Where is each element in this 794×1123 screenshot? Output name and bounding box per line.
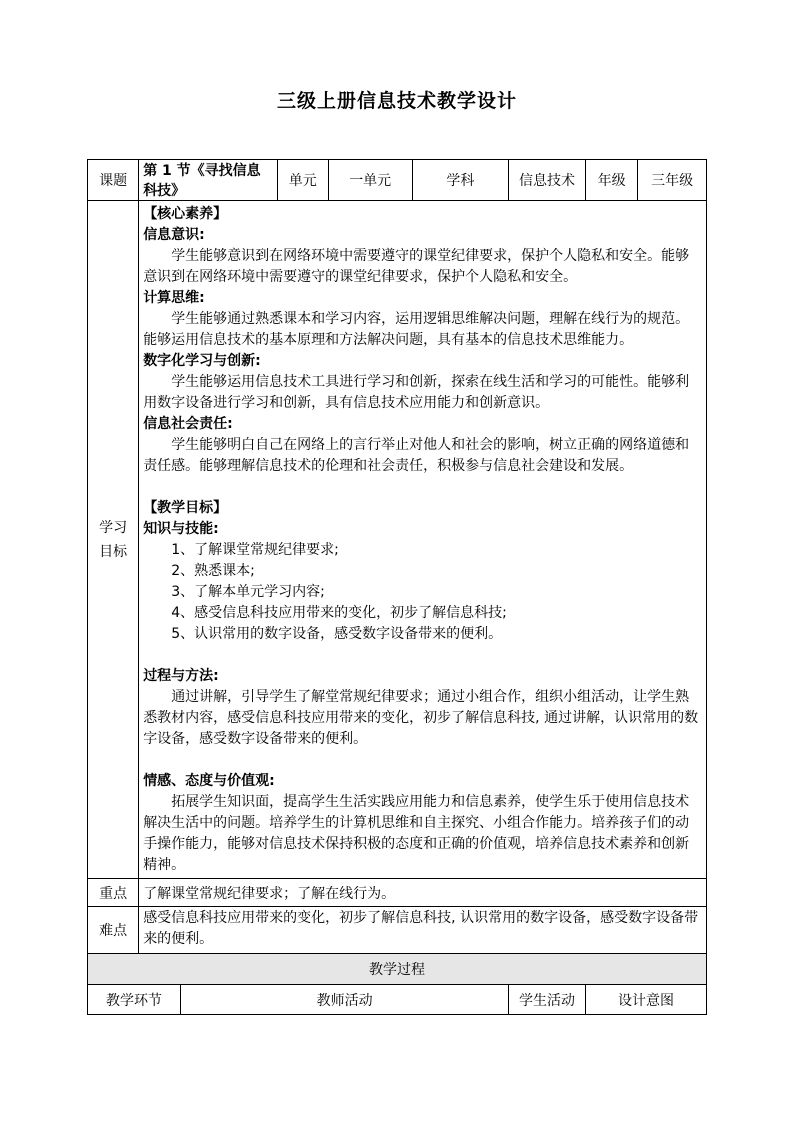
lesson-plan-table [87,159,707,1015]
knowledge-item: 2、熟悉课本; [171,563,255,579]
social-responsibility-text: 学生能够明白自己在网络上的言行举止对他人和社会的影响，树立正确的网络道德和责任感。能够理解信息技术的伦理和社会责任，积极参与信息社会建设和发展。 [143,437,690,474]
difficulty-label: 难点 [88,907,139,954]
emotion-values-text: 拓展学生知识面，提高学生生活实践应用能力和信息素养，使学生乐于使用信息技术解决生活中的问题。培养学生的计算机思维和自主探究、小组合作能力。培养孩子们的动手操作能力，能够对信息技术保持积极的态度和正确的价值观，培养信息技术素养和创新精神。 [143,794,690,873]
objectives-label-line1: 学习 [99,519,128,536]
process-methods-heading: 过程与方法: [143,668,219,684]
key-point-label: 重点 [88,879,139,907]
objectives-content [139,201,707,879]
social-responsibility-heading: 信息社会责任: [143,416,233,432]
info-awareness-text: 学生能够意识到在网络环境中需要遵守的课堂纪律要求，保护个人隐私和安全。能够意识到在网络环境中需要遵守的课堂纪律要求，保护个人隐私和安全。 [143,248,690,285]
subject-value: 信息技术 [509,160,586,201]
process-title-row [88,954,707,985]
knowledge-item: 3、了解本单元学习内容; [171,584,325,600]
difficulty-value: 感受信息科技应用带来的变化，初步了解信息科技, 认识常用的数字设备，感受数字设备带来的便利。 [139,907,707,954]
difficulty-row [88,907,707,954]
column-design-intent: 设计意图 [585,985,706,1015]
digital-learning-heading: 数字化学习与创新: [143,353,261,369]
process-title: 教学过程 [88,954,707,985]
course-label: 课题 [88,160,139,201]
computational-thinking-heading: 计算思维: [143,290,205,306]
unit-label: 单元 [277,160,328,201]
header-row [88,160,707,201]
process-columns-row [88,985,707,1015]
column-stage: 教学环节 [88,985,181,1015]
course-value: 第 1 节《寻找信息科技》 [139,160,277,201]
knowledge-skills-heading: 知识与技能: [143,521,219,537]
computational-thinking-text: 学生能够通过熟悉课本和学习内容，运用逻辑思维解决问题，理解在线行为的规范。能够运用信息技术的基本原理和方法解决问题，具有基本的信息技术思维能力。 [143,311,690,348]
knowledge-item: 4、感受信息科技应用带来的变化，初步了解信息科技; [171,605,507,621]
objectives-label [88,201,139,879]
key-point-row [88,879,707,907]
unit-value: 一单元 [328,160,412,201]
grade-value: 三年级 [638,160,707,201]
column-teacher-activity: 教师活动 [181,985,509,1015]
teaching-goals-heading: 【教学目标】 [143,500,228,516]
digital-learning-text: 学生能够运用信息技术工具进行学习和创新，探索在线生活和学习的可能性。能够利用数字设备进行学习和创新，具有信息技术应用能力和创新意识。 [143,374,690,411]
document-title: 三级上册信息技术教学设计 [276,90,517,112]
info-awareness-heading: 信息意识: [143,227,205,243]
emotion-values-heading: 情感、态度与价值观: [143,773,275,789]
key-point-value: 了解课堂常规纪律要求；了解在线行为。 [139,879,707,907]
process-methods-text: 通过讲解，引导学生了解堂常规纪律要求；通过小组合作，组织小组活动，让学生熟悉教材内容，感受信息科技应用带来的变化，初步了解信息科技, 通过讲解，认识常用的数字设备，感受数字设备带来的便利。 [143,689,699,747]
objectives-row [88,201,707,879]
grade-label: 年级 [585,160,637,201]
column-student-activity: 学生活动 [509,985,586,1015]
subject-label: 学科 [412,160,509,201]
objectives-label-line2: 目标 [99,543,128,560]
knowledge-item: 5、认识常用的数字设备，感受数字设备带来的便利。 [171,626,503,642]
core-literacy-heading: 【核心素养】 [143,206,228,222]
knowledge-item: 1、了解课堂常规纪律要求; [171,542,339,558]
